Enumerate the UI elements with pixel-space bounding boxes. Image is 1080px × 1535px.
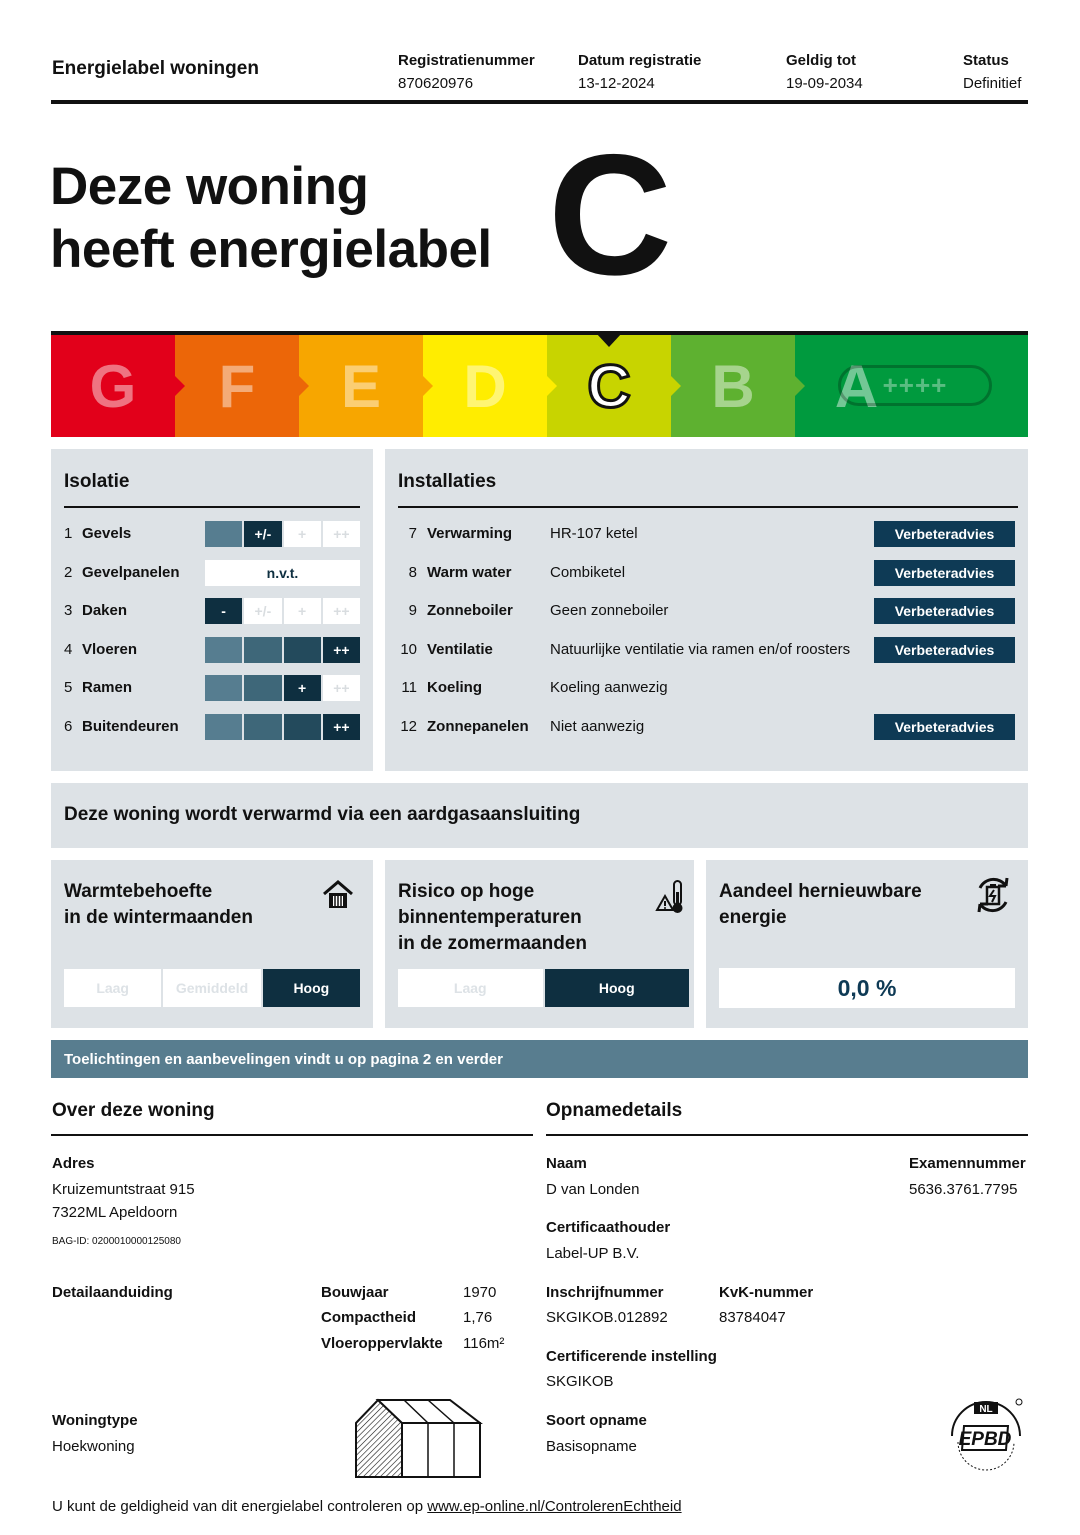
energy-segment-letter: B [711,352,755,420]
rating-cell: ++ [323,598,360,624]
installatie-row-value: Niet aanwezig [550,717,645,735]
isolatie-row-number: 3 [64,602,73,619]
kvk-value: 83784047 [719,1309,786,1326]
rating-cell [205,714,242,740]
risico-scale [398,969,689,1007]
footer-prefix: U kunt de geldigheid van dit energielabel controleren op [52,1498,428,1515]
registratienummer-block [398,49,535,95]
energy-segment-letter: A [834,352,879,420]
bag-id: BAG-ID: 0200010000125080 [52,1236,181,1247]
installatie-row-value: HR-107 ketel [550,525,638,542]
verwarming-banner [51,783,1028,848]
isolatie-rating-scale [205,637,360,663]
verwarming-text: Deze woning wordt verwarmd via een aardgasaansluiting [64,804,581,825]
renewable-battery-icon [972,874,1014,916]
toelichting-text: Toelichtingen en aanbevelingen vindt u op pagina 2 en verder [64,1051,503,1068]
isolatie-divider [64,506,360,508]
thermometer-warning-icon [655,878,687,916]
installatie-row-number: 12 [400,717,417,735]
isolatie-row-number: 4 [64,640,73,658]
compactheid-label: Compactheid [321,1309,417,1326]
isolatie-row-number: 1 [64,525,73,542]
toelichting-banner [51,1040,1028,1078]
energy-label-letter: C [548,119,673,311]
installatie-row-label: Ventilatie [427,640,493,658]
risico-card [385,860,694,1028]
a-plus-indicator: ++++ [838,365,992,406]
certificerende-instelling-label: Certificerende instelling [546,1348,717,1365]
segment-arrow [795,376,805,396]
installatie-row-number: 8 [408,563,417,581]
rating-cell: ++ [323,637,360,663]
isolatie-panel [51,449,373,771]
hoekwoning-house-icon [352,1397,484,1479]
rating-cell: + [284,598,321,624]
woning-divider [51,1134,533,1136]
energy-segment-letter: C [587,352,631,420]
isolatie-row-label: Vloeren [82,640,138,658]
vloeroppervlakte-value: 116m² [463,1335,505,1352]
svg-text:EPBD: EPBD [958,1429,1012,1450]
verbeteradvies-button[interactable]: Verbeteradvies [874,521,1015,547]
installatie-row-label: Verwarming [427,525,513,542]
opname-title: Opnamedetails [546,1100,683,1121]
verbeteradvies-button[interactable]: Verbeteradvies [874,560,1015,586]
isolatie-row-number: 5 [64,679,73,696]
segment-arrow [547,376,557,396]
adres-line-1: Kruizemuntstraat 915 [52,1181,195,1198]
risico-title [398,879,587,957]
hernieuwbaar-title-line-2: energie [719,907,787,928]
installatie-row-number: 11 [401,679,417,696]
isolatie-row-label: Buitendeuren [82,717,179,735]
energy-segment-letter: F [218,352,256,420]
installatie-row-number: 7 [408,525,417,542]
warmtebehoefte-scale [64,969,360,1007]
segment-arrow [299,376,309,396]
isolatie-row-label: Gevels [82,525,132,542]
footer-text [52,1498,682,1515]
house-heating-icon [321,878,355,912]
level-option-laag: Laag [64,969,161,1007]
risico-title-line-3: in de zomermaanden [398,933,587,954]
installatie-row-number: 9 [408,602,417,619]
isolatie-row-label: Ramen [82,679,133,696]
naam-label: Naam [546,1155,587,1172]
datum-registratie-block [578,49,701,95]
level-option-laag: Laag [398,969,543,1007]
kvk-label: KvK-nummer [719,1284,814,1301]
segment-arrow [175,376,185,396]
installatie-row-number: 10 [400,640,417,658]
isolatie-row-label: Gevelpanelen [82,563,180,581]
isolatie-title: Isolatie [64,471,130,492]
woningtype-value: Hoekwoning [52,1438,135,1455]
inschrijfnummer-label: Inschrijfnummer [546,1284,664,1301]
installatie-row-label: Koeling [427,679,482,696]
rating-cell: +/- [244,521,281,547]
energy-segment-letter: D [463,352,507,420]
examennummer-value: 5636.3761.7795 [909,1181,1018,1198]
verbeteradvies-button[interactable]: Verbeteradvies [874,637,1015,663]
installaties-divider [398,506,1018,508]
rating-cell [244,675,281,701]
status-value: Definitief [963,75,1022,92]
document-title: Energielabel woningen [52,58,259,79]
header-divider [51,100,1028,104]
svg-text:NL: NL [979,1404,993,1415]
woning-title: Over deze woning [52,1100,215,1121]
datum-registratie-value: 13-12-2024 [578,75,655,92]
rating-cell [284,637,321,663]
hernieuwbaar-title-line-1: Aandeel hernieuwbare [719,881,922,902]
compactheid-value: 1,76 [463,1309,493,1326]
status-label: Status [963,52,1009,69]
warmtebehoefte-title-line-2: in de wintermaanden [64,907,253,928]
bouwjaar-label: Bouwjaar [321,1284,389,1301]
rating-cell [205,675,242,701]
isolatie-row-label: Daken [82,602,128,619]
rating-cell: + [284,675,321,701]
adres-label: Adres [52,1155,95,1172]
geldig-tot-value: 19-09-2034 [786,75,863,92]
detailaanduiding-label: Detailaanduiding [52,1284,173,1301]
status-block [963,49,1021,95]
isolatie-rating-scale [205,714,360,740]
rating-cell: ++ [323,521,360,547]
isolatie-rating-scale [205,675,360,701]
installatie-row-value: Geen zonneboiler [550,602,669,619]
energy-segment-e [299,335,423,437]
installatie-row-value: Natuurlijke ventilatie via ramen en/of roosters [550,640,851,658]
installaties-title: Installaties [398,471,497,492]
energy-segment-letter: G [89,352,137,420]
installatie-row-label: Warm water [427,563,512,581]
current-label-pointer [596,333,622,347]
registratienummer-value: 870620976 [398,75,474,92]
rating-cell [284,714,321,740]
segment-arrow [671,376,681,396]
level-option-gemiddeld: Gemiddeld [163,969,260,1007]
verbeteradvies-button[interactable]: Verbeteradvies [874,714,1015,740]
rating-cell [205,637,242,663]
geldig-tot-label: Geldig tot [786,52,856,69]
level-option-hoog: Hoog [545,969,690,1007]
warmtebehoefte-title-line-1: Warmtebehoefte [64,881,213,902]
rating-cell [205,521,242,547]
bouwjaar-value: 1970 [463,1284,497,1301]
headline [50,155,492,281]
isolatie-rating-scale [205,598,360,624]
warmtebehoefte-title [64,879,253,931]
isolatie-row-value: n.v.t. [205,560,360,586]
risico-title-line-1: Risico op hoge [398,881,535,902]
energy-segment-g [51,335,175,437]
soort-opname-value: Basisopname [546,1438,637,1455]
soort-opname-label: Soort opname [546,1412,647,1429]
epbd-logo [944,1396,1028,1476]
energy-segment-b [671,335,795,437]
installatie-row-value: Combiketel [550,563,626,581]
rating-cell: +/- [244,598,281,624]
certificaathouder-value: Label-UP B.V. [546,1245,640,1262]
certificerende-instelling-value: SKGIKOB [546,1373,614,1390]
certificaathouder-label: Certificaathouder [546,1219,671,1236]
headline-line-1: Deze woning [50,157,369,216]
installatie-row-label: Zonnepanelen [427,717,529,735]
vloeroppervlakte-label: Vloeroppervlakte [321,1335,443,1352]
woningtype-label: Woningtype [52,1412,138,1429]
opname-divider [546,1134,1028,1136]
level-option-hoog: Hoog [263,969,360,1007]
rating-cell: ++ [323,675,360,701]
rating-cell: ++ [323,714,360,740]
energy-segment-c [547,335,671,437]
hernieuwbaar-title [719,879,922,931]
isolatie-rating-scale [205,521,360,547]
geldig-tot-block [786,49,863,95]
registratienummer-label: Registratienummer [398,52,535,69]
ep-online-link[interactable]: www.ep-online.nl/ControlerenEchtheid [427,1498,682,1515]
isolatie-row-number: 6 [64,717,73,735]
installatie-row-value: Koeling aanwezig [550,679,668,696]
examennummer-label: Examennummer [909,1155,1026,1172]
warmtebehoefte-card [51,860,373,1028]
datum-registratie-label: Datum registratie [578,52,702,69]
inschrijfnummer-value: SKGIKOB.012892 [546,1309,668,1326]
energy-segment-letter: E [340,352,382,420]
rating-cell [244,714,281,740]
installatie-row-label: Zonneboiler [427,602,513,619]
energy-segment-d [423,335,547,437]
energy-segment-f [175,335,299,437]
isolatie-row-number: 2 [64,563,73,581]
risico-title-line-2: binnentemperaturen [398,907,582,928]
naam-value: D van Londen [546,1181,640,1198]
verbeteradvies-button[interactable]: Verbeteradvies [874,598,1015,624]
hernieuwbaar-value: 0,0 % [719,968,1015,1008]
adres-line-2: 7322ML Apeldoorn [52,1204,178,1221]
rating-cell: + [284,521,321,547]
segment-arrow [423,376,433,396]
rating-cell [244,637,281,663]
headline-line-2: heeft energielabel [50,220,492,279]
rating-cell: - [205,598,242,624]
